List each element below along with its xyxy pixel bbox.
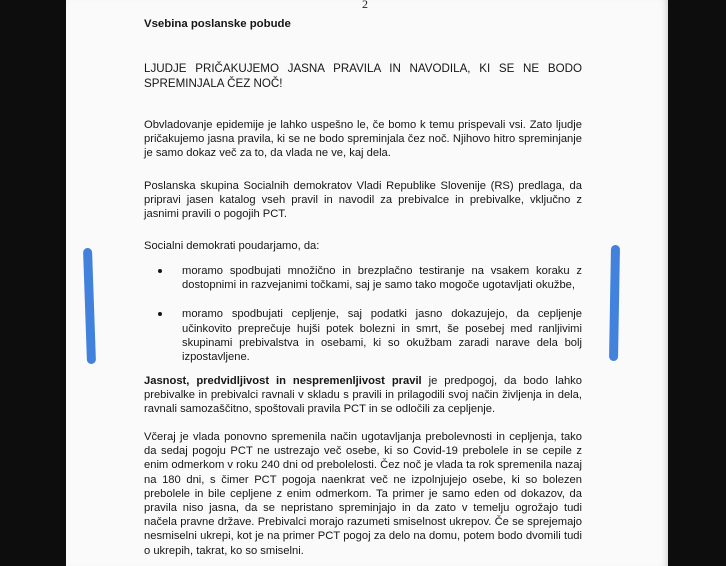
- document-page: [66, 0, 668, 566]
- paragraph-emphasis-lead: Socialni demokrati poudarjamo, da:: [144, 240, 320, 252]
- paragraph-clarity: [144, 374, 582, 417]
- paragraph-recent-change: Včeraj je vlada ponovno spremenila način ugotavljanja prebolevnosti in cepljenja, tako da sedaj pogoju PCT ne ustrezajo več osebe, ki so Covid-19 prebolele in se cepile z enim odmerkom v roku 240 dni od prebolelosti. Čez noč je vlada ta rok spremenila nazaj na 180 dni, s čimer PCT pogoja naenkrat več ne izpolnjujejo osebe, ki so bolezen prebolele in bile cepljene z enim odmerkom. Ta primer je samo eden od dokazov, da pravila niso jasna, da se nepristano spreminjajo in da zato v temelju ogrožajo tudi načela pravne države. Prebivalci morajo razumeti smiselnost ukrepov. Če se sprejemajo nesmiselni ukrepi, kot je na primer PCT pogoj za delo na domu, potem bodo dvomili tudi o ukrepih, takrat, ko so smiselni.: [144, 431, 582, 557]
- page-number: 2: [362, 0, 368, 11]
- headline: LJUDJE PRIČAKUJEMO JASNA PRAVILA IN NAVODILA, KI SE NE BODO SPREMINJALA ČEZ NOČ!: [144, 62, 582, 90]
- paragraph-intro: Obvladovanje epidemije je lahko uspešno le, če bomo k temu prispevali vsi. Zato ljudje pričakujemo jasna pravila, ki se ne bodo spreminjala čez noč. Njihovo hitro spreminjanje je samo dokaz več za to, da vlada ne ve, kaj dela.: [144, 119, 582, 160]
- paragraph-proposal: Poslanska skupina Socialnih demokratov Vladi Republike Slovenije (RS) predlaga, da pripravi jasen katalog vseh pravil in navodil za prebivalce in prebivalke, vključno z jasnimi pravili o pogojih PCT.: [144, 180, 582, 221]
- paragraph-clarity-lead: Jasnost, predvidljivost in nespremenljivost pravil: [144, 375, 422, 387]
- bullet-item-vaccination: moramo spodbujati cepljenje, saj podatki jasno dokazujejo, da cepljenje učinkovito preprečuje hujši potek bolezni in smrt, še posebej med ranljivimi skupinami prebivalstva in osebami, ki so okužbam zaradi narave dela bolj izpostavljene.: [144, 307, 582, 364]
- section-heading: Vsebina poslanske pobude: [144, 18, 291, 30]
- bullet-item-testing: moramo spodbujati množično in brezplačno testiranje na vsakem koraku z dostopnimi in razvejanimi točkami, saj je samo tako mogoče ugotavljati okužbe,: [144, 264, 582, 292]
- left-highlighter-mark: [83, 248, 96, 364]
- paragraph-clarity-rest: je predpogoj, da bodo lahko prebivalke in prebivalci ravnali v skladu s pravili in prilagodili svoj način življenja in dela, ravnali samozaščitno, spoštovali pravila PCT in se odločili za cepljenje.: [144, 375, 582, 416]
- bullet-list: [144, 264, 582, 364]
- right-highlighter-mark: [609, 245, 620, 361]
